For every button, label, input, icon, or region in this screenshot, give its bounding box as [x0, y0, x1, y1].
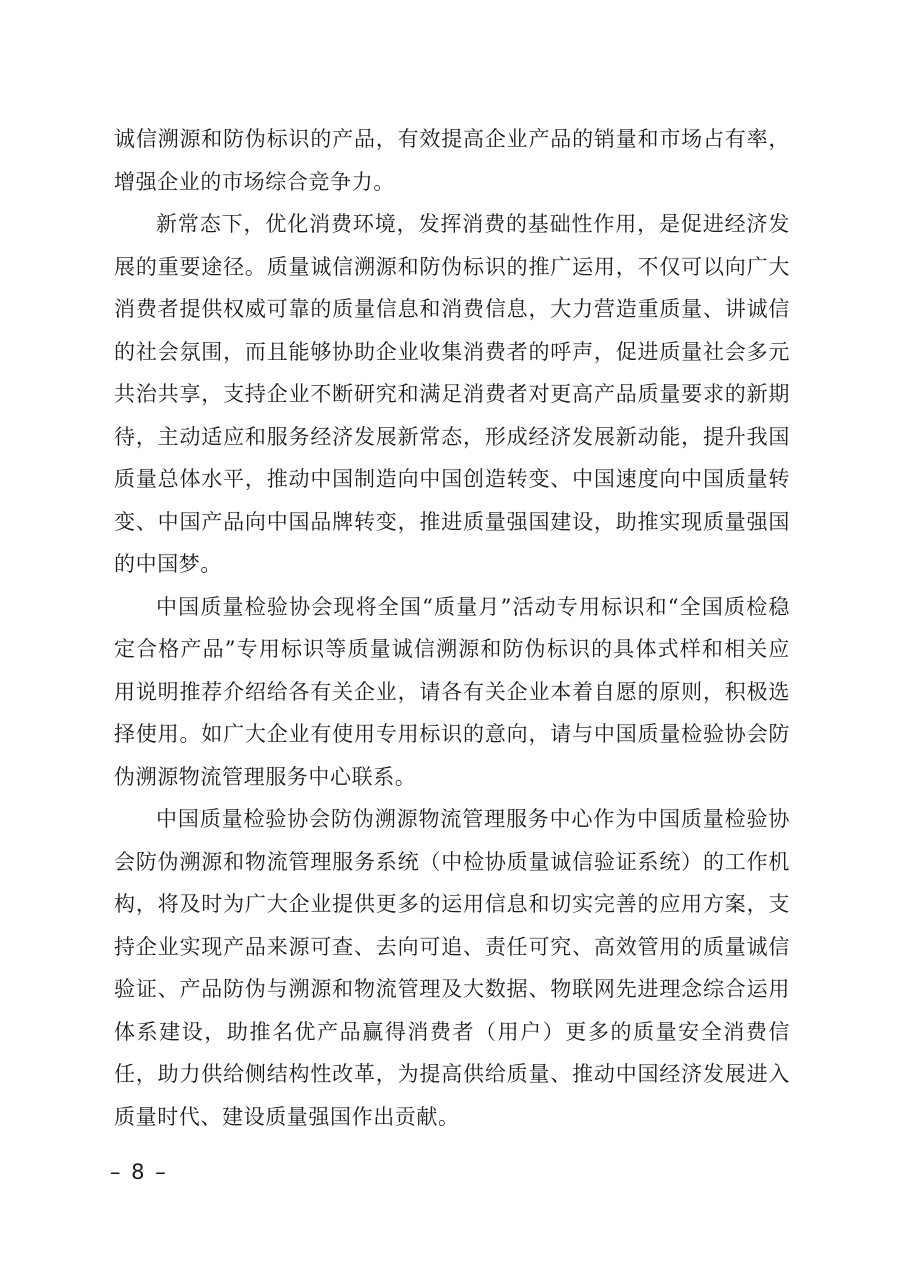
paragraph-new-normal: 新常态下，优化消费环境，发挥消费的基础性作用，是促进经济发展的重要途径。质量诚信溯源和防伪标识的推广运用，不仅可以向广大消费者提供权威可靠的质量信息和消费信息，大力营造重质量、讲诚信的社会氛围，而且能够协助企业收集消费者的呼声，促进质量社会多元共治共享，支持企业不断研究和满足消费者对更高产品质量要求的新期待，主动适应和服务经济发展新常态，形成经济发展新动能，提升我国质量总体水平，推动中国制造向中国创造转变、中国速度向中国质量转变、中国产品向中国品牌转变，推进质量强国建设，助推实现质量强国的中国梦。 [114, 212, 790, 576]
document-body [114, 118, 790, 1138]
paragraph-service-center: 中国质量检验协会防伪溯源物流管理服务中心作为中国质量检验协会防伪溯源和物流管理服务系统（中检协质量诚信验证系统）的工作机构，将及时为广大企业提供更多的运用信息和切实完善的应用方案，支持企业实现产品来源可查、去向可追、责任可究、高效管用的质量诚信验证、产品防伪与溯源和物流管理及大数据、物联网先进理念综合运用体系建设，助推名优产品赢得消费者（用户）更多的质量安全消费信任，助力供给侧结构性改革，为提高供给质量、推动中国经济发展进入质量时代、建设质量强国作出贡献。 [114, 807, 790, 1129]
paragraph-continuation: 诚信溯源和防伪标识的产品，有效提高企业产品的销量和市场占有率，增强企业的市场综合竞争力。 [114, 127, 790, 194]
paragraph-association-recommendation: 中国质量检验协会现将全国“质量月”活动专用标识和“全国质检稳定合格产品”专用标识等质量诚信溯源和防伪标识的具体式样和相关应用说明推荐介绍给各有关企业，请各有关企业本着自愿的原则，积极选择使用。如广大企业有使用专用标识的意向，请与中国质量检验协会防伪溯源物流管理服务中心联系。 [114, 594, 790, 789]
page-number: – 8 – [110, 1160, 168, 1184]
